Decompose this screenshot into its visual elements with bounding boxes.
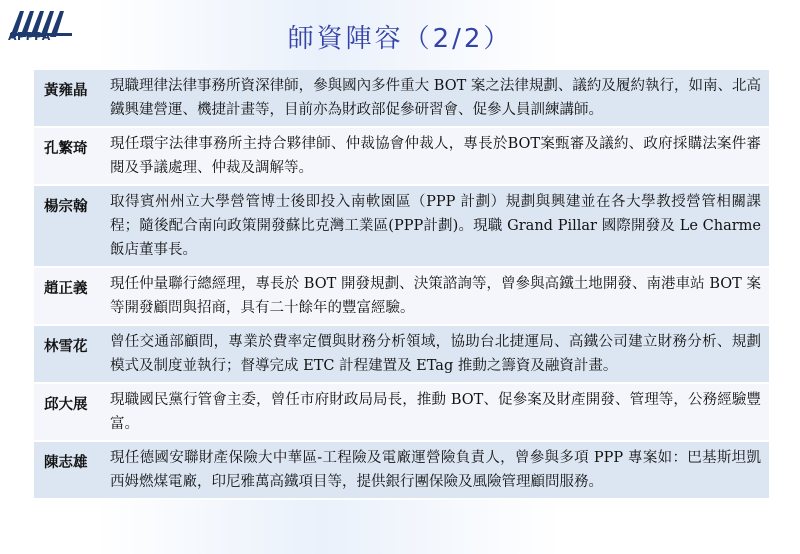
faculty-description: 現任環宇法律事務所主持合夥律師、仲裁協會仲裁人，專長於BOT案甄審及議約、政府採購法案件審閱及爭議處理、仲裁及調解等。 xyxy=(110,136,761,176)
faculty-row xyxy=(34,70,769,128)
faculty-row xyxy=(34,384,769,442)
faculty-name: 陳志雄 xyxy=(44,454,88,471)
faculty-name: 孔繁琦 xyxy=(44,140,88,157)
faculty-description: 現任德國安聯財產保險大中華區-工程險及電廠運營險負責人，曾參與多項 PPP 專案如：巴基斯坦凱西姆燃煤電廠，印尼雅萬高鐵項目等，提供銀行團保險及風險管理顧問服務。 xyxy=(110,450,761,490)
faculty-name: 黃雍晶 xyxy=(44,82,88,99)
faculty-description: 現任仲量聯行總經理，專長於 BOT 開發規劃、決策諮詢等，曾參與高鐵土地開發、南港車站 BOT 案等開發顧問與招商，具有二十餘年的豐富經驗。 xyxy=(110,276,761,316)
faculty-row xyxy=(34,442,769,500)
faculty-name: 趙正義 xyxy=(44,280,88,297)
logo-text: APPPA xyxy=(8,30,51,43)
faculty-row xyxy=(34,268,769,326)
faculty-name: 楊宗翰 xyxy=(44,198,88,215)
faculty-description: 現職國民黨行管會主委，曾任市府財政局局長，推動 BOT、促參案及財產開發、管理等，公務經驗豐富。 xyxy=(110,392,761,432)
faculty-table xyxy=(34,70,769,500)
faculty-description: 曾任交通部顧問，專業於費率定價與財務分析領域，協助台北捷運局、高鐵公司建立財務分析、規劃模式及制度並執行；督導完成 ETC 計程建置及 ETag 推動之籌資及融資計畫。 xyxy=(110,334,761,374)
faculty-row xyxy=(34,128,769,186)
faculty-description: 取得賓州州立大學營管博士後即投入南軟園區（PPP 計劃）規劃與興建並在各大學教授營管相關課程；隨後配合南向政策開發蘇比克灣工業區(PPP計劃)。現職 Grand Pillar 國際開發及 Le Charme 飯店董事長。 xyxy=(110,194,761,258)
faculty-name: 林雪花 xyxy=(44,338,88,355)
page-title: 師資陣容（2/2） xyxy=(287,24,513,54)
faculty-row xyxy=(34,326,769,384)
faculty-description: 現職理律法律事務所資深律師，參與國內多件重大 BOT 案之法律規劃、議約及履約執行，如南、北高鐵興建營運、機捷計畫等，目前亦為財政部促參研習會、促參人員訓練講師。 xyxy=(110,78,761,118)
faculty-name: 邱大展 xyxy=(44,396,88,413)
faculty-row xyxy=(34,186,769,268)
